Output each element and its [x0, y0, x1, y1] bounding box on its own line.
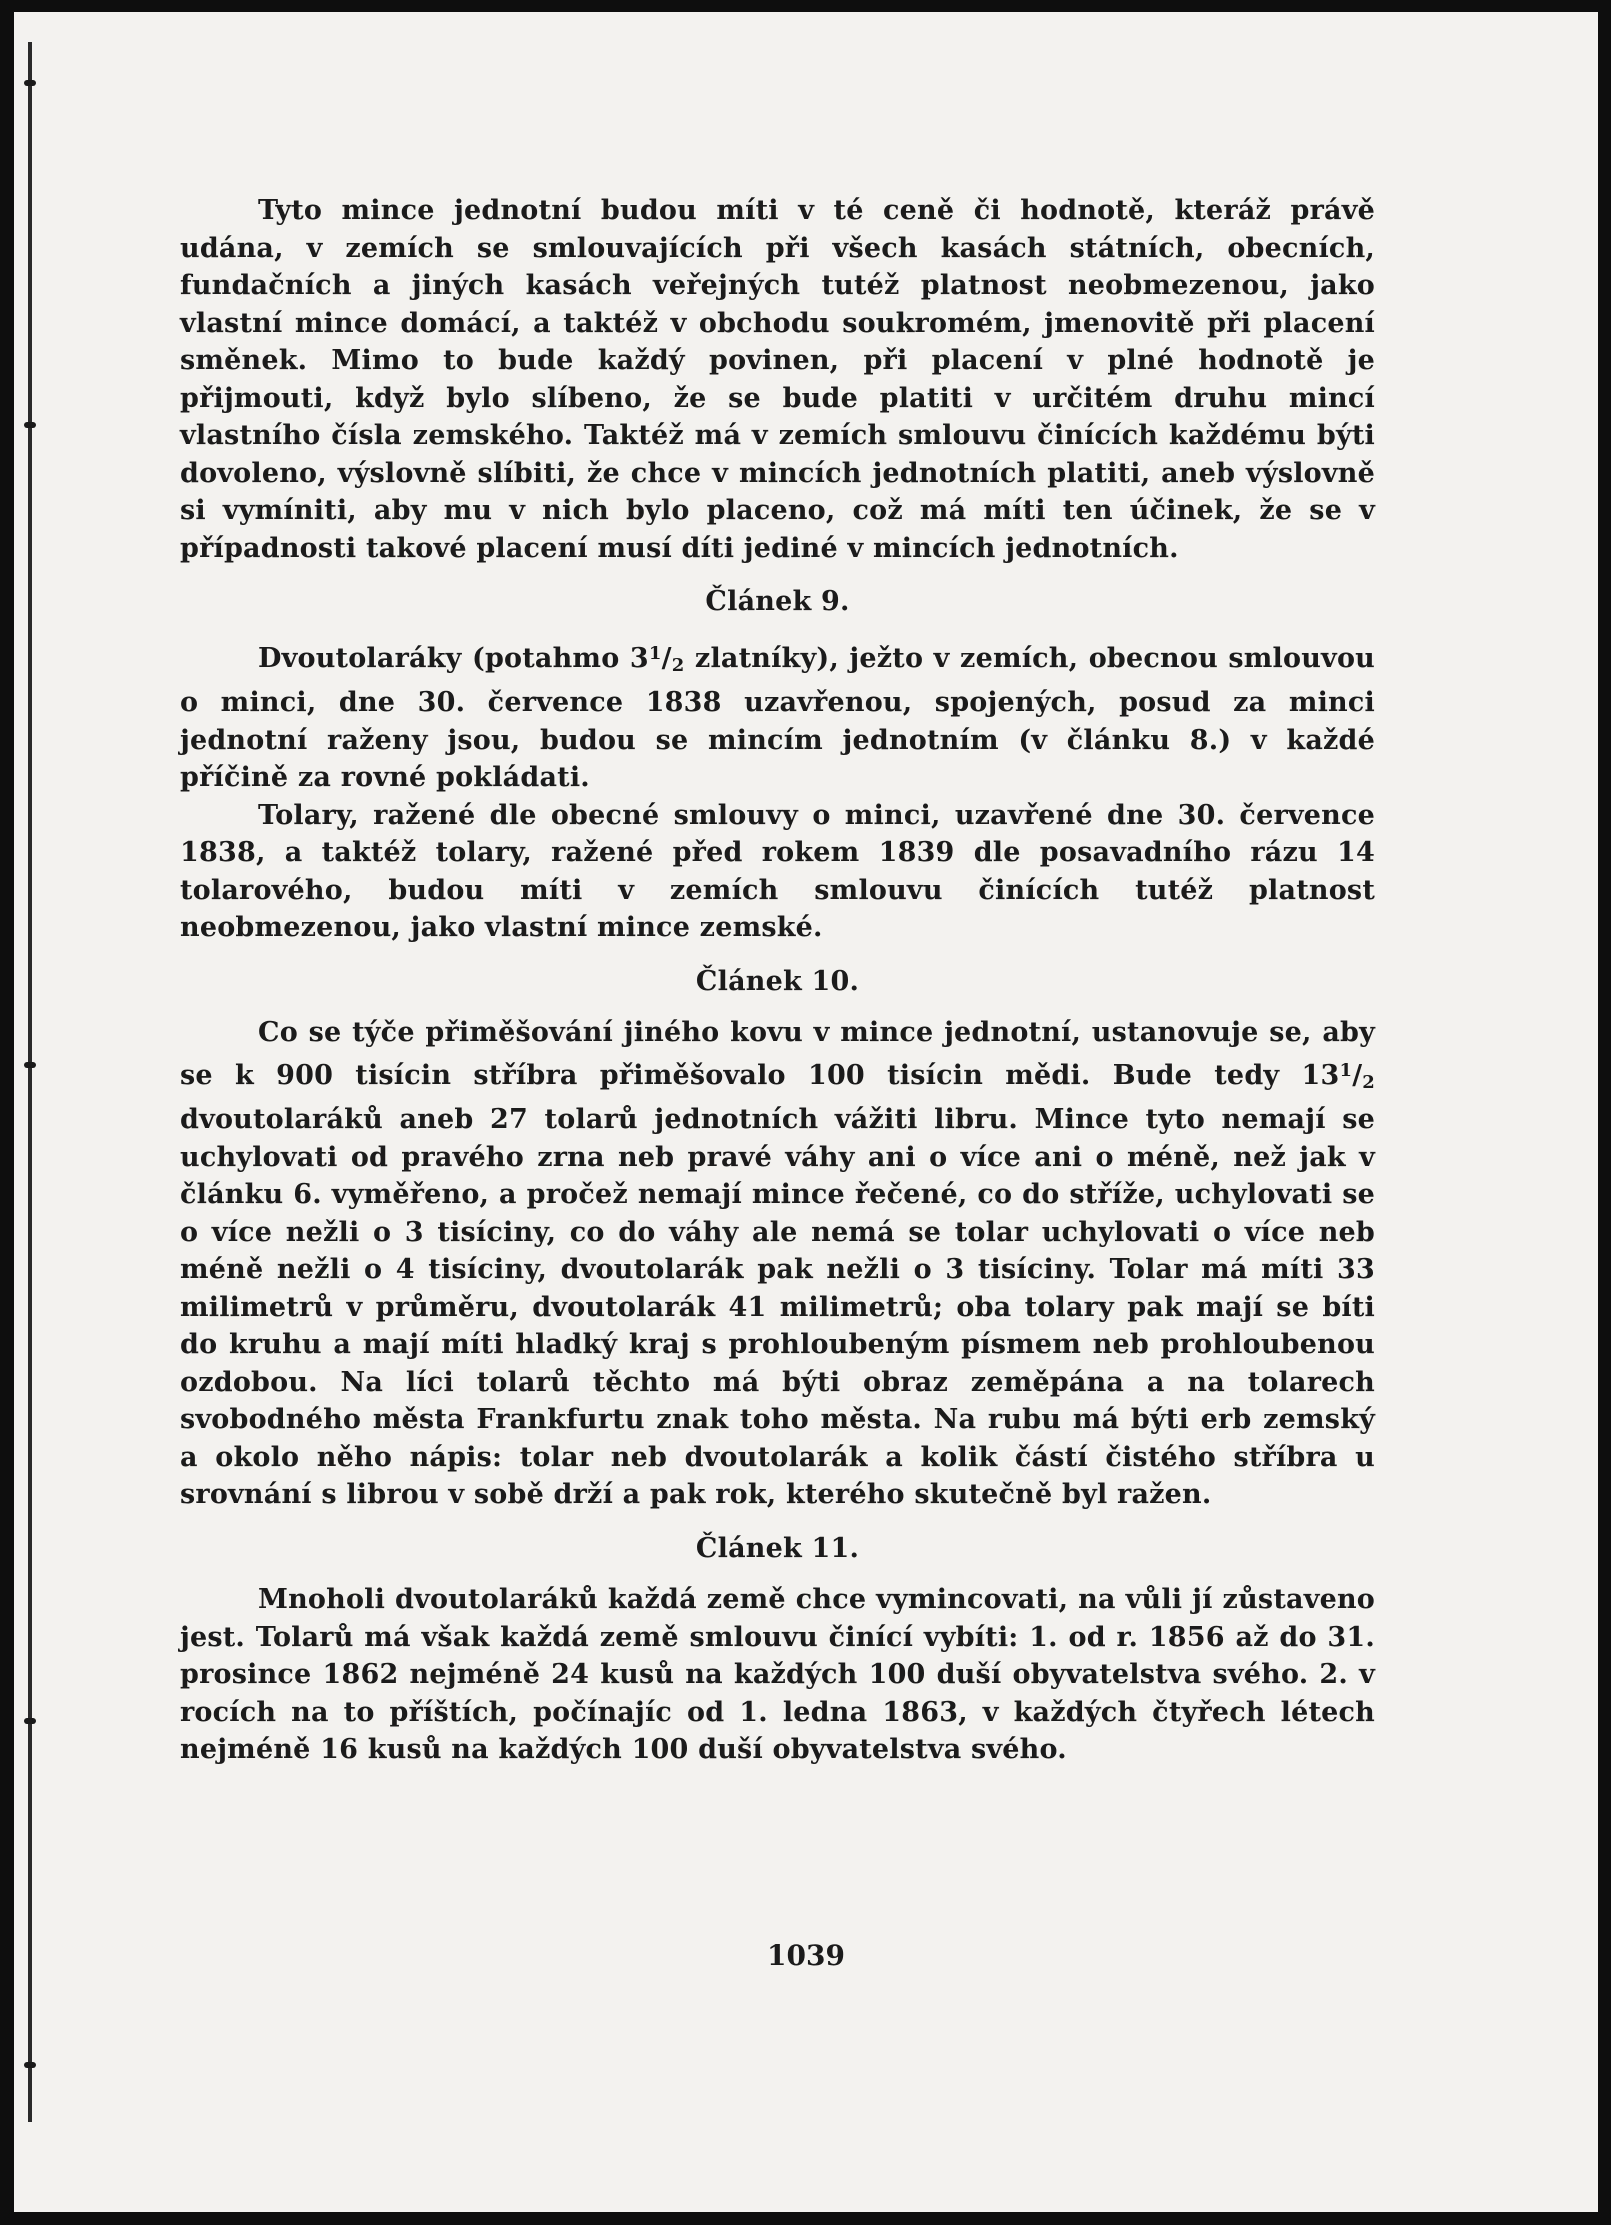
paragraph: Tolary, ražené dle obecné smlouvy o minci, uzavřené dne 30. července 1838, a taktéž tolary, ražené před rokem 1839 dle posavadního rázu 14 tolarového, budou míti v zemích smlouvu činících tutéž platnost neobmezenou, jako vlastní mince zemské. [180, 799, 1375, 943]
article-heading-11: Článek 11. [695, 1532, 860, 1564]
paragraph: Co se týče přiměšování jiného kovu v mince jednotní, ustanovuje se, aby se k 900 tisícin stříbra přiměšovalo 100 tisícin mědi. Bude tedy $13^1/2$ dvoutolaráků aneb 27 tolarů jednotních vážiti libru. Mince tyto nemají se uchylovati od pravého zrna neb pravé váhy ani o více ani o méně, než jak v článku 6. vyměřeno, a pročež nemají mince řečené, co do stříže, uchylovati se o více nežli o 3 tisíciny, co do váhy ale nemá se tolar uchylovati o více neb méně nežli o 4 tisíciny, dvoutolarák pak nežli o 3 tisíciny. Tolar má míti 33 milimetrů v průměru, dvoutolarák 41 milimetrů; oba tolary pak mají se bíti do kruhu a mají míti hladký kraj s prohloubeným písmem neb prohloubenou ozdobou. Na líci tolarů těchto má býti obraz zeměpána a na tolarech svobodného města Frankfurtu znak toho města. Na rubu má býti erb zemský a okolo něho nápis: tolar neb dvoutolarák a kolik částí čistého stříbra u srovnání s librou v sobě drží a pak rok, kterého skutečně byl ražen. [180, 1017, 1375, 1510]
binding-mark [24, 422, 36, 428]
article-heading-9: Článek 9. [705, 586, 850, 617]
binding-mark [24, 2062, 36, 2068]
binding-mark [24, 1062, 36, 1068]
article-heading-10: Článek 10. [695, 965, 860, 997]
document-body [180, 192, 1375, 1769]
page-binding-edge [28, 42, 32, 2122]
binding-mark [24, 80, 36, 86]
paragraph: Tyto mince jednotní budou míti v té ceně či hodnotě, kteráž právě udána, v zemích se smlouvajících při všech kasách státních, obecních, fundačních a jiných kasách veřejných tutéž platnost neobmezenou, jako vlastní mince domácí, a taktéž v obchodu soukromém, jmenovitě při placení směnek. Mimo to bude každý povinen, při placení v plné hodnotě je přijmouti, když bylo slíbeno, že se bude platiti v určitém druhu mincí vlastního čísla zemského. Taktéž má v zemích smlouvu činících každému býti dovoleno, výslovně slíbiti, že chce v mincích jednotních platiti, aneb výslovně si vymíniti, aby mu v nich bylo placeno, což má míti ten účinek, že se v případnosti takové placení musí díti jediné v mincích jednotních. [180, 195, 1375, 564]
paragraph: Mnoholi dvoutolaráků každá země chce vymincovati, na vůli jí zůstaveno jest. Tolarů má však každá země smlouvu činící vybíti: 1. od r. 1856 až do 31. prosince 1862 nejméně 24 kusů na každých 100 duší obyvatelstva svého. 2. v rocích na to příštích, počínajíc od 1. ledna 1863, v každých čtyřech létech nejméně 16 kusů na každých 100 duší obyvatelstva svého. [180, 1584, 1375, 1765]
paragraph: Dvoutolaráky (potahmo $3^1/2$ zlatníky), ježto v zemích, obecnou smlouvou o minci, dne 30. července 1838 uzavřenou, spojených, posud za minci jednotní raženy jsou, budou se mincím jednotním (v článku 8.) v každé příčině za rovné pokládati. [180, 642, 1375, 793]
binding-mark [24, 1718, 36, 1724]
page-number: 1039 [767, 1939, 845, 1972]
scanned-page [14, 12, 1598, 2212]
